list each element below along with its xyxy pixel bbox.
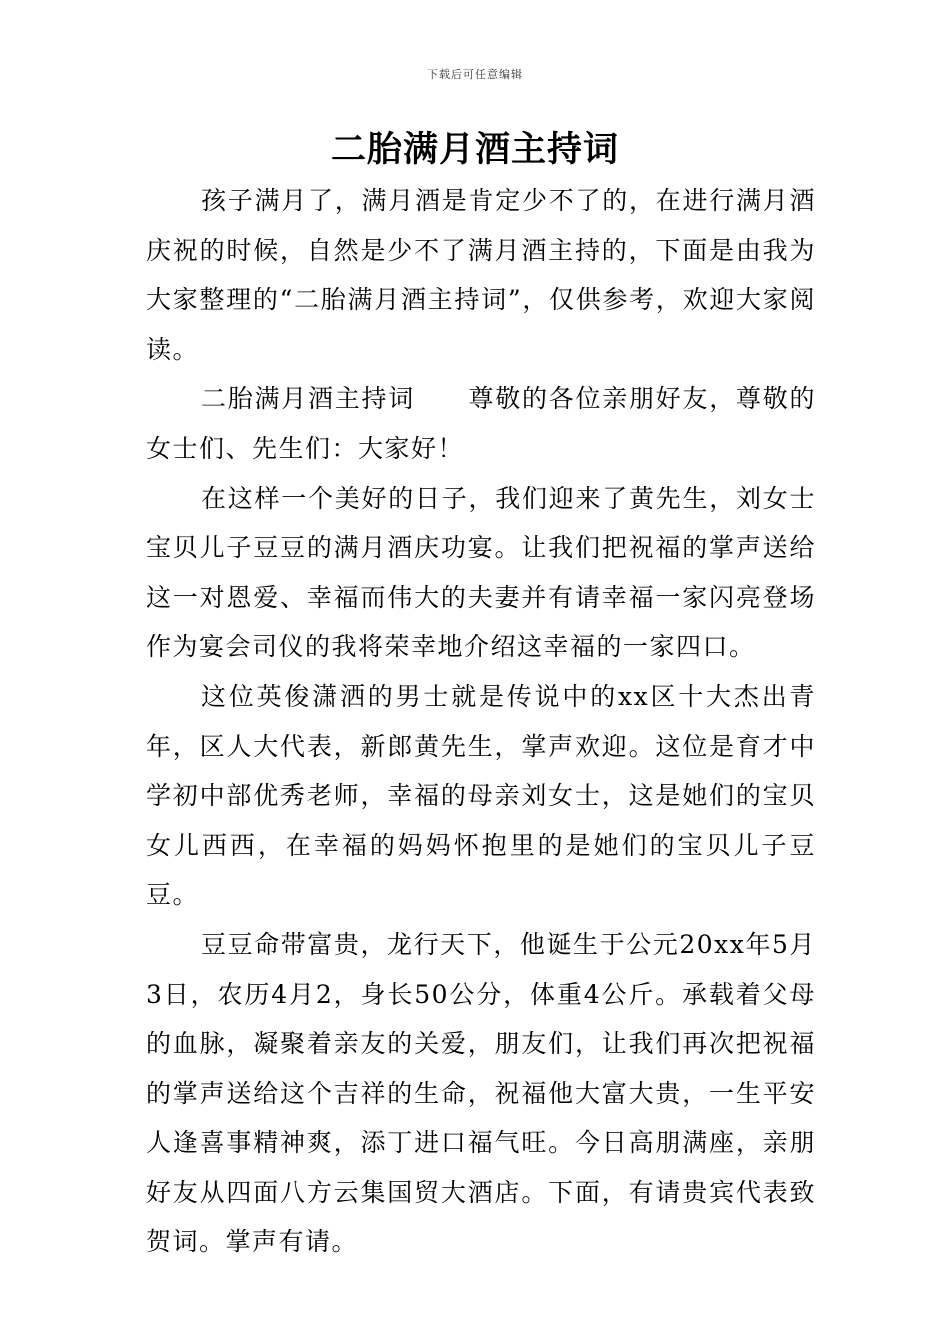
paragraph-greeting: 二胎满月酒主持词 尊敬的各位亲朋好友，尊敬的女士们、先生们：大家好！ xyxy=(146,384,816,463)
document-title: 二胎满月酒主持词 xyxy=(330,130,619,170)
document-body xyxy=(146,176,816,1267)
paragraph-family-introduction: 这位英俊潇洒的男士就是传说中的xx区十大杰出青年，区人大代表，新郎黄先生，掌声欢迎。这位是育才中学初中部优秀老师，幸福的母亲刘女士，这是她们的宝贝女儿西西，在幸福的妈妈怀抱里的是她们的宝贝儿子豆豆。 xyxy=(146,681,816,910)
paragraph-baby-blessing: 豆豆命带富贵，龙行天下，他诞生于公元20xx年5月3日，农历4月2，身长50公分，体重4公斤。承载着父母的血脉，凝聚着亲友的关爱，朋友们，让我们再次把祝福的掌声送给这个吉祥的生命，祝福他大富大贵，一生平安人逢喜事精神爽，添丁进口福气旺。今日高朋满座，亲朋好友从四面八方云集国贸大酒店。下面，有请贵宾代表致贺词。掌声有请。 xyxy=(146,929,816,1257)
paragraph-celebration: 在这样一个美好的日子，我们迎来了黄先生，刘女士宝贝儿子豆豆的满月酒庆功宴。让我们把祝福的掌声送给这一对恩爱、幸福而伟大的夫妻并有请幸福一家闪亮登场作为宴会司仪的我将荣幸地介绍这幸福的一家四口。 xyxy=(146,483,816,662)
header-note: 下载后可任意编辑 xyxy=(427,68,523,81)
paragraph-intro: 孩子满月了，满月酒是肯定少不了的，在进行满月酒庆祝的时候，自然是少不了满月酒主持的，下面是由我为大家整理的“二胎满月酒主持词”，仅供参考，欢迎大家阅读。 xyxy=(146,186,816,364)
